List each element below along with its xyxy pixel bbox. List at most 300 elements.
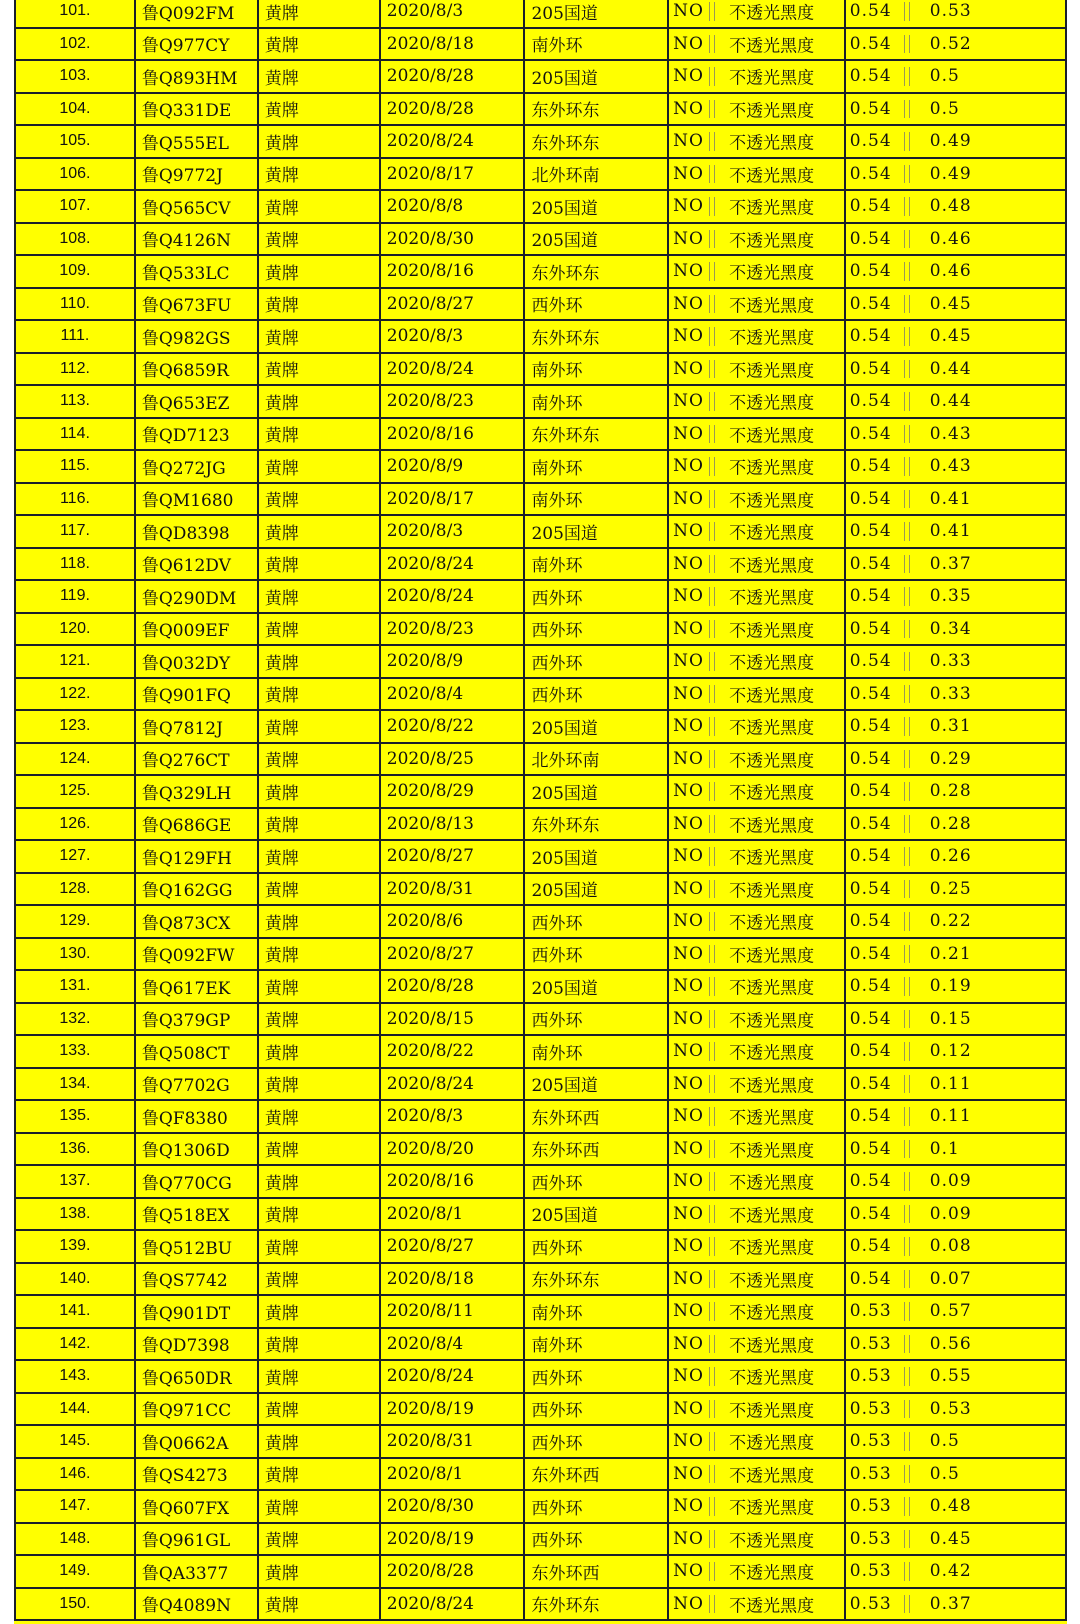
- value-cell: [845, 775, 1066, 808]
- measured-value: 0.5: [929, 66, 960, 87]
- location: 205国道: [524, 515, 668, 548]
- location: 南外环: [524, 28, 668, 61]
- row-index: 110.: [15, 288, 135, 321]
- cell-separator: [709, 717, 715, 736]
- check-date: 2020/8/16: [380, 1165, 525, 1198]
- pass-result: NO: [673, 1561, 704, 1582]
- row-index: 104.: [15, 93, 135, 126]
- pass-result: NO: [673, 1073, 704, 1094]
- measured-value: 0.1: [929, 1138, 960, 1159]
- plate-color: 黄牌: [258, 1198, 380, 1231]
- plate-color: 黄牌: [258, 775, 380, 808]
- test-item: 不透光黑度: [729, 133, 815, 154]
- measured-value: 0.57: [929, 1301, 972, 1322]
- measured-value: 0.46: [929, 261, 972, 282]
- location: 东外环东: [524, 1588, 668, 1621]
- measured-value: 0.45: [929, 293, 972, 314]
- pass-result: NO: [673, 1593, 704, 1614]
- plate-color: 黄牌: [258, 1425, 380, 1458]
- row-index: 143.: [15, 1360, 135, 1393]
- location: 西外环: [524, 1490, 668, 1523]
- check-date: 2020/8/20: [380, 1133, 525, 1166]
- limit-value: 0.54: [849, 716, 892, 737]
- row-index: 139.: [15, 1230, 135, 1263]
- measured-value: 0.37: [929, 553, 972, 574]
- cell-separator: [709, 1237, 715, 1256]
- value-cell: [845, 255, 1066, 288]
- check-date: 2020/8/24: [380, 353, 525, 386]
- plate-number: 鲁Q009EF: [135, 613, 258, 646]
- cell-separator: [709, 1335, 715, 1354]
- limit-value: 0.53: [849, 1528, 892, 1549]
- check-date: 2020/8/9: [380, 450, 525, 483]
- table-row: [15, 1523, 1066, 1556]
- plate-color: 黄牌: [258, 938, 380, 971]
- pass-result: NO: [673, 1268, 704, 1289]
- check-date: 2020/8/27: [380, 288, 525, 321]
- limit-value: 0.54: [849, 911, 892, 932]
- cell-separator: [904, 1465, 910, 1484]
- location: 南外环: [524, 483, 668, 516]
- check-date: 2020/8/27: [380, 938, 525, 971]
- pass-result: NO: [673, 33, 704, 54]
- plate-number: 鲁Q032DY: [135, 645, 258, 678]
- location: 南外环: [524, 450, 668, 483]
- table-row: [15, 873, 1066, 906]
- plate-number: 鲁Q653EZ: [135, 385, 258, 418]
- check-date: 2020/8/29: [380, 775, 525, 808]
- table-row: [15, 775, 1066, 808]
- table-row: [15, 320, 1066, 353]
- test-item: 不透光黑度: [729, 653, 815, 674]
- location: 东外环东: [524, 93, 668, 126]
- limit-value: 0.54: [849, 326, 892, 347]
- plate-color: 黄牌: [258, 1393, 380, 1426]
- plate-number: 鲁QS4273: [135, 1458, 258, 1491]
- cell-separator: [709, 197, 715, 216]
- result-cell: [668, 873, 845, 906]
- measured-value: 0.21: [929, 943, 972, 964]
- value-cell: [845, 418, 1066, 451]
- check-date: 2020/8/11: [380, 1295, 525, 1328]
- check-date: 2020/8/24: [380, 548, 525, 581]
- cell-separator: [904, 620, 910, 639]
- result-cell: [668, 353, 845, 386]
- pass-result: NO: [673, 813, 704, 834]
- result-cell: [668, 938, 845, 971]
- measured-value: 0.25: [929, 878, 972, 899]
- row-index: 145.: [15, 1425, 135, 1458]
- location: 西外环: [524, 1523, 668, 1556]
- test-item: 不透光黑度: [729, 1466, 815, 1487]
- plate-color: 黄牌: [258, 190, 380, 223]
- plate-number: 鲁Q4126N: [135, 223, 258, 256]
- value-cell: [845, 1100, 1066, 1133]
- value-cell: [845, 1133, 1066, 1166]
- row-index: 148.: [15, 1523, 135, 1556]
- measured-value: 0.19: [929, 976, 972, 997]
- table-row: [15, 515, 1066, 548]
- value-cell: [845, 190, 1066, 223]
- measured-value: 0.53: [929, 1398, 972, 1419]
- cell-separator: [709, 165, 715, 184]
- value-cell: [845, 1588, 1066, 1621]
- check-date: 2020/8/22: [380, 710, 525, 743]
- result-cell: [668, 743, 845, 776]
- cell-separator: [904, 1010, 910, 1029]
- pass-result: NO: [673, 326, 704, 347]
- value-cell: [845, 613, 1066, 646]
- value-cell: [845, 1035, 1066, 1068]
- test-item: 不透光黑度: [729, 101, 815, 122]
- test-item: 不透光黑度: [729, 491, 815, 512]
- check-date: 2020/8/1: [380, 1198, 525, 1231]
- plate-color: 黄牌: [258, 1035, 380, 1068]
- location: 东外环东: [524, 255, 668, 288]
- plate-number: 鲁QD8398: [135, 515, 258, 548]
- value-cell: [845, 873, 1066, 906]
- plate-number: 鲁Q290DM: [135, 580, 258, 613]
- cell-separator: [904, 1302, 910, 1321]
- cell-separator: [709, 35, 715, 54]
- measured-value: 0.31: [929, 716, 972, 737]
- table-row: [15, 1393, 1066, 1426]
- location: 西外环: [524, 938, 668, 971]
- result-cell: [668, 1458, 845, 1491]
- cell-separator: [709, 945, 715, 964]
- location: 西外环: [524, 678, 668, 711]
- cell-separator: [904, 67, 910, 86]
- value-cell: [845, 515, 1066, 548]
- check-date: 2020/8/28: [380, 60, 525, 93]
- plate-color: 黄牌: [258, 1360, 380, 1393]
- measured-value: 0.43: [929, 423, 972, 444]
- table-row: [15, 1035, 1066, 1068]
- plate-number: 鲁Q533LC: [135, 255, 258, 288]
- plate-color: 黄牌: [258, 1458, 380, 1491]
- table-row: [15, 1133, 1066, 1166]
- location: 西外环: [524, 1165, 668, 1198]
- test-item: 不透光黑度: [729, 946, 815, 967]
- cell-separator: [904, 295, 910, 314]
- plate-color: 黄牌: [258, 548, 380, 581]
- location: 南外环: [524, 385, 668, 418]
- test-item: 不透光黑度: [729, 426, 815, 447]
- location: 西外环: [524, 613, 668, 646]
- result-cell: [668, 710, 845, 743]
- measured-value: 0.46: [929, 228, 972, 249]
- cell-separator: [904, 912, 910, 931]
- result-cell: [668, 93, 845, 126]
- plate-number: 鲁Q329LH: [135, 775, 258, 808]
- pass-result: NO: [673, 911, 704, 932]
- row-index: 114.: [15, 418, 135, 451]
- measured-value: 0.07: [929, 1268, 972, 1289]
- location: 205国道: [524, 840, 668, 873]
- plate-color: 黄牌: [258, 223, 380, 256]
- limit-value: 0.53: [849, 1398, 892, 1419]
- plate-color: 黄牌: [258, 580, 380, 613]
- value-cell: [845, 1295, 1066, 1328]
- plate-number: 鲁QM1680: [135, 483, 258, 516]
- cell-separator: [904, 1237, 910, 1256]
- plate-color: 黄牌: [258, 1263, 380, 1296]
- test-item: 不透光黑度: [729, 1401, 815, 1422]
- cell-separator: [904, 1400, 910, 1419]
- table-row: [15, 645, 1066, 678]
- cell-separator: [709, 100, 715, 119]
- table-row: [15, 1295, 1066, 1328]
- cell-separator: [904, 1075, 910, 1094]
- measured-value: 0.29: [929, 748, 972, 769]
- result-cell: [668, 1100, 845, 1133]
- cell-separator: [904, 1140, 910, 1159]
- plate-number: 鲁Q508CT: [135, 1035, 258, 1068]
- plate-color: 黄牌: [258, 483, 380, 516]
- plate-number: 鲁Q276CT: [135, 743, 258, 776]
- table-row: [15, 1425, 1066, 1458]
- plate-number: 鲁Q650DR: [135, 1360, 258, 1393]
- table-row: [15, 1165, 1066, 1198]
- table-row: [15, 288, 1066, 321]
- value-cell: [845, 158, 1066, 191]
- measured-value: 0.28: [929, 813, 972, 834]
- pass-result: NO: [673, 196, 704, 217]
- table-row: [15, 938, 1066, 971]
- result-cell: [668, 840, 845, 873]
- cell-separator: [709, 685, 715, 704]
- check-date: 2020/8/16: [380, 255, 525, 288]
- plate-number: 鲁Q565CV: [135, 190, 258, 223]
- row-index: 125.: [15, 775, 135, 808]
- location: 西外环: [524, 1003, 668, 1036]
- row-index: 101.: [15, 0, 135, 28]
- limit-value: 0.54: [849, 748, 892, 769]
- plate-number: 鲁Q612DV: [135, 548, 258, 581]
- test-item: 不透光黑度: [729, 1531, 815, 1552]
- plate-color: 黄牌: [258, 840, 380, 873]
- result-cell: [668, 775, 845, 808]
- check-date: 2020/8/28: [380, 970, 525, 1003]
- check-date: 2020/8/30: [380, 1490, 525, 1523]
- check-date: 2020/8/28: [380, 93, 525, 126]
- cell-separator: [709, 880, 715, 899]
- plate-number: 鲁Q971CC: [135, 1393, 258, 1426]
- table-row: [15, 1003, 1066, 1036]
- cell-separator: [709, 782, 715, 801]
- test-item: 不透光黑度: [729, 881, 815, 902]
- plate-number: 鲁Q9772J: [135, 158, 258, 191]
- pass-result: NO: [673, 976, 704, 997]
- table-row: [15, 255, 1066, 288]
- cell-separator: [904, 1205, 910, 1224]
- limit-value: 0.54: [849, 293, 892, 314]
- test-item: 不透光黑度: [729, 393, 815, 414]
- result-cell: [668, 1068, 845, 1101]
- cell-separator: [709, 1172, 715, 1191]
- plate-number: 鲁Q331DE: [135, 93, 258, 126]
- plate-color: 黄牌: [258, 0, 380, 28]
- result-cell: [668, 1263, 845, 1296]
- pass-result: NO: [673, 1463, 704, 1484]
- cell-separator: [709, 327, 715, 346]
- row-index: 115.: [15, 450, 135, 483]
- result-cell: [668, 808, 845, 841]
- test-item: 不透光黑度: [729, 523, 815, 544]
- plate-color: 黄牌: [258, 1100, 380, 1133]
- row-index: 138.: [15, 1198, 135, 1231]
- location: 东外环东: [524, 125, 668, 158]
- pass-result: NO: [673, 716, 704, 737]
- cell-separator: [904, 490, 910, 509]
- value-cell: [845, 288, 1066, 321]
- cell-separator: [904, 327, 910, 346]
- pass-result: NO: [673, 521, 704, 542]
- plate-number: 鲁Q1306D: [135, 1133, 258, 1166]
- plate-number: 鲁Q961GL: [135, 1523, 258, 1556]
- measured-value: 0.09: [929, 1203, 972, 1224]
- plate-number: 鲁Q901FQ: [135, 678, 258, 711]
- result-cell: [668, 1003, 845, 1036]
- pass-result: NO: [673, 1236, 704, 1257]
- table-row: [15, 710, 1066, 743]
- cell-separator: [709, 1270, 715, 1289]
- plate-number: 鲁Q4089N: [135, 1588, 258, 1621]
- cell-separator: [709, 815, 715, 834]
- pass-result: NO: [673, 586, 704, 607]
- check-date: 2020/8/3: [380, 1100, 525, 1133]
- row-index: 124.: [15, 743, 135, 776]
- check-date: 2020/8/19: [380, 1393, 525, 1426]
- value-cell: [845, 548, 1066, 581]
- check-date: 2020/8/23: [380, 385, 525, 418]
- result-cell: [668, 418, 845, 451]
- row-index: 150.: [15, 1588, 135, 1621]
- location: 205国道: [524, 775, 668, 808]
- test-item: 不透光黑度: [729, 328, 815, 349]
- value-cell: [845, 1425, 1066, 1458]
- result-cell: [668, 320, 845, 353]
- cell-separator: [709, 295, 715, 314]
- check-date: 2020/8/4: [380, 678, 525, 711]
- value-cell: [845, 1328, 1066, 1361]
- cell-separator: [709, 587, 715, 606]
- table-row: [15, 1198, 1066, 1231]
- pass-result: NO: [673, 1106, 704, 1127]
- result-cell: [668, 645, 845, 678]
- test-item: 不透光黑度: [729, 3, 815, 24]
- plate-number: 鲁QD7398: [135, 1328, 258, 1361]
- plate-color: 黄牌: [258, 710, 380, 743]
- check-date: 2020/8/24: [380, 1360, 525, 1393]
- result-cell: [668, 1360, 845, 1393]
- measured-value: 0.28: [929, 781, 972, 802]
- result-cell: [668, 1165, 845, 1198]
- cell-separator: [904, 587, 910, 606]
- limit-value: 0.54: [849, 391, 892, 412]
- plate-number: 鲁Q512BU: [135, 1230, 258, 1263]
- result-cell: [668, 1425, 845, 1458]
- row-index: 118.: [15, 548, 135, 581]
- plate-number: 鲁Q686GE: [135, 808, 258, 841]
- check-date: 2020/8/3: [380, 0, 525, 28]
- result-cell: [668, 1523, 845, 1556]
- plate-color: 黄牌: [258, 613, 380, 646]
- limit-value: 0.54: [849, 1073, 892, 1094]
- value-cell: [845, 60, 1066, 93]
- value-cell: [845, 93, 1066, 126]
- limit-value: 0.54: [849, 66, 892, 87]
- test-item: 不透光黑度: [729, 1141, 815, 1162]
- limit-value: 0.53: [849, 1496, 892, 1517]
- measured-value: 0.12: [929, 1041, 972, 1062]
- limit-value: 0.54: [849, 586, 892, 607]
- location: 西外环: [524, 1230, 668, 1263]
- plate-number: 鲁QS7742: [135, 1263, 258, 1296]
- test-item: 不透光黑度: [729, 1043, 815, 1064]
- row-index: 133.: [15, 1035, 135, 1068]
- plate-number: 鲁Q7812J: [135, 710, 258, 743]
- measured-value: 0.08: [929, 1236, 972, 1257]
- cell-separator: [709, 262, 715, 281]
- pass-result: NO: [673, 1041, 704, 1062]
- table-row: [15, 970, 1066, 1003]
- plate-number: 鲁Q272JG: [135, 450, 258, 483]
- pass-result: NO: [673, 1398, 704, 1419]
- test-item: 不透光黑度: [729, 263, 815, 284]
- row-index: 130.: [15, 938, 135, 971]
- measured-value: 0.45: [929, 326, 972, 347]
- table-row: [15, 1490, 1066, 1523]
- value-cell: [845, 483, 1066, 516]
- plate-color: 黄牌: [258, 158, 380, 191]
- test-item: 不透光黑度: [729, 68, 815, 89]
- plate-number: 鲁QD7123: [135, 418, 258, 451]
- cell-separator: [904, 685, 910, 704]
- result-cell: [668, 0, 845, 28]
- pass-result: NO: [673, 748, 704, 769]
- result-cell: [668, 288, 845, 321]
- pass-result: NO: [673, 261, 704, 282]
- check-date: 2020/8/4: [380, 1328, 525, 1361]
- measured-value: 0.52: [929, 33, 972, 54]
- check-date: 2020/8/1: [380, 1458, 525, 1491]
- measured-value: 0.22: [929, 911, 972, 932]
- table-row: [15, 840, 1066, 873]
- check-date: 2020/8/3: [380, 320, 525, 353]
- check-date: 2020/8/25: [380, 743, 525, 776]
- measured-value: 0.26: [929, 846, 972, 867]
- cell-separator: [904, 100, 910, 119]
- cell-separator: [904, 1107, 910, 1126]
- check-date: 2020/8/24: [380, 1588, 525, 1621]
- emission-table: [14, 0, 1067, 1621]
- measured-value: 0.42: [929, 1561, 972, 1582]
- location: 北外环南: [524, 158, 668, 191]
- plate-color: 黄牌: [258, 743, 380, 776]
- cell-separator: [904, 262, 910, 281]
- value-cell: [845, 1360, 1066, 1393]
- cell-separator: [709, 1400, 715, 1419]
- row-index: 102.: [15, 28, 135, 61]
- location: 205国道: [524, 190, 668, 223]
- value-cell: [845, 1230, 1066, 1263]
- measured-value: 0.49: [929, 131, 972, 152]
- pass-result: NO: [673, 651, 704, 672]
- plate-color: 黄牌: [258, 28, 380, 61]
- pass-result: NO: [673, 293, 704, 314]
- measured-value: 0.5: [929, 1431, 960, 1452]
